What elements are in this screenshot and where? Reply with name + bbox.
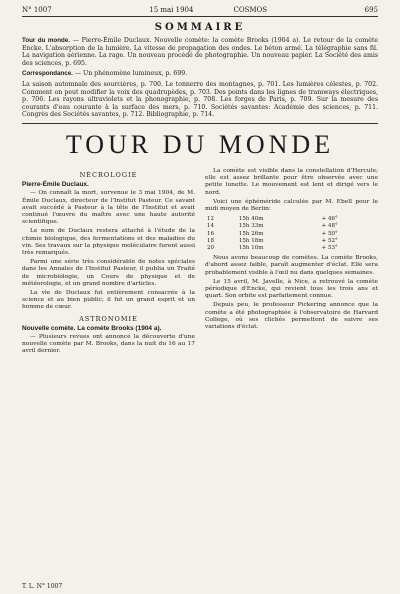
page-number: 695 bbox=[364, 6, 378, 14]
table-cell: 15h 40m bbox=[238, 216, 264, 223]
sommaire-title: SOMMAIRE bbox=[154, 22, 246, 33]
table-cell: 18 bbox=[207, 237, 214, 244]
sommaire-body: La saison automnale des sourcières, p. 700. Le tonnerre des montagnes, p. 701. Les lumières célestes, p. 702. Comment on peut modifier la voix des quadrupèdes, p. 703. Des points dans les lignes de tramways électriques, p. 706. Les rayons ultraviolets et la phonographie, p. 708. Les forges de Paris, p. 709. Sur la mesure des courants d'eau courante à la surface des mers, p. 710. Sociétés savantes: Académie des sciences, p. 711. Congrès des Sociétés savantes, p. 712. Bibliographie, p. 714. bbox=[22, 80, 378, 119]
right-column bbox=[205, 168, 378, 358]
table-cell: + 48° bbox=[321, 223, 338, 230]
obituary-name: Pierre-Émile Duclaux. bbox=[22, 181, 89, 189]
issue-date: 15 mai 1904 bbox=[149, 6, 194, 14]
left-paragraph: Parmi une série très considérable de notes spéciales dans les Annales de l'Institut Pasteur, il publia un Traité de microbiologie, un Cours de physique et de météorologie, et un grand nombre d'articles. bbox=[22, 259, 195, 287]
table-cell: 16 bbox=[207, 230, 214, 237]
right-paragraph: La comète est visible dans la constellation d'Hercule; elle est assez brillante pour être observée avec une petite lunette. Le mouvement est lent et dirigé vers le nord. bbox=[205, 167, 378, 196]
table-cell: + 53° bbox=[321, 244, 338, 251]
left-paragraph: — On connaît la mort, survenue le 3 mai 1904, de M. Émile Duclaux, directeur de l'Institut Pasteur. Ce savant avait succédé à Pasteur à la tête de l'Institut et avait continué l'œuvre du maître avec une haute autorité scientifique. bbox=[22, 190, 195, 226]
issue-number: N° 1007 bbox=[22, 6, 52, 14]
sommaire-tour-label: Tour du monde. bbox=[22, 37, 70, 44]
left-paragraph: Le nom de Duclaux restera attaché à l'étude de la chimie biologique, des fermentations et des maladies du vin. Ses travaux sur la physique moléculaire furent aussi très remarqués. bbox=[22, 228, 195, 256]
right-paragraph: Depuis peu, le professeur Pickering annonce que la comète a été photographiée à l'observatoire de Harvard College, où ses clichés permettent de suivre ses variations d'éclat. bbox=[205, 302, 378, 330]
table-cell: 15h 18m bbox=[238, 237, 264, 244]
sommaire-tour-text: — Pierre-Émile Duclaux. Nouvelle comète: la comète Brooks (1904 a). Le retour de la comète Encke. L'absorption de la lumière. La vitesse de propagation des ondes. Le béton armé. La télégraphie sans fil. La navigation aérienne. La rage. Un nouveau procédé de photographie. Un nouveau papier. La Société des amis des sciences, p. 695. bbox=[22, 37, 378, 67]
table-cell: + 46° bbox=[321, 216, 338, 223]
table-cell: 14 bbox=[207, 223, 214, 230]
comet-heading: Nouvelle comète. La comète Brooks (1904 a). bbox=[22, 324, 162, 332]
right-paragraph: Voici une éphéméride calculée par M. Ebell pour le midi moyen de Berlin: bbox=[205, 198, 378, 212]
table-row bbox=[205, 231, 378, 238]
table-cell: + 52° bbox=[321, 237, 338, 244]
table-cell: 12 bbox=[207, 216, 214, 223]
running-header bbox=[22, 6, 378, 17]
right-paragraph: Le 15 avril, M. Javelle, à Nice, a retrouvé la comète périodique d'Encke, qui revient tous les trois ans et quart. Son orbite est parfaitement connue. bbox=[205, 278, 378, 300]
footer-signature: T. L. N° 1007 bbox=[22, 583, 63, 590]
ephemeris-table bbox=[205, 216, 378, 252]
table-cell: 15h 26m bbox=[238, 230, 264, 237]
sommaire bbox=[22, 37, 378, 119]
table-cell: 20 bbox=[207, 244, 214, 251]
sommaire-corr-label: Correspondance. bbox=[22, 70, 73, 78]
divider bbox=[22, 123, 378, 124]
left-paragraph: La vie de Duclaux fut entièrement consacrée à la science et au bien public; il fut un grand esprit et un homme de cœur. bbox=[22, 289, 195, 311]
sommaire-tour bbox=[22, 37, 378, 67]
table-cell: 15h 10m bbox=[238, 244, 264, 251]
table-row bbox=[205, 223, 378, 230]
left-column bbox=[22, 168, 195, 358]
table-row bbox=[205, 245, 378, 252]
section-astronomie: ASTRONOMIE bbox=[79, 314, 138, 323]
table-cell: 15h 33m bbox=[238, 223, 264, 230]
columns bbox=[22, 168, 378, 358]
left-paragraph: — Plusieurs revues ont annoncé la découverte d'une nouvelle comète par M. Brooks, dans la nuit du 16 au 17 avril dernier. bbox=[22, 334, 195, 355]
table-cell: + 50° bbox=[321, 230, 338, 237]
sommaire-corr-text: — Un phénomène lumineux, p. 699. bbox=[74, 70, 188, 78]
right-paragraph: Nous avons beaucoup de comètes. La comète Brooks, d'abord assez faible, paraît augmenter d'éclat. Elle sera probablement visible à l'œil nu dans quelques semaines. bbox=[205, 255, 378, 276]
section-title: TOUR DU MONDE bbox=[65, 129, 335, 159]
section-necrologie: NÉCROLOGIE bbox=[79, 170, 138, 179]
sommaire-corr bbox=[22, 70, 378, 78]
table-row bbox=[205, 238, 378, 245]
journal-name: COSMOS bbox=[233, 6, 268, 14]
table-row bbox=[205, 216, 378, 223]
